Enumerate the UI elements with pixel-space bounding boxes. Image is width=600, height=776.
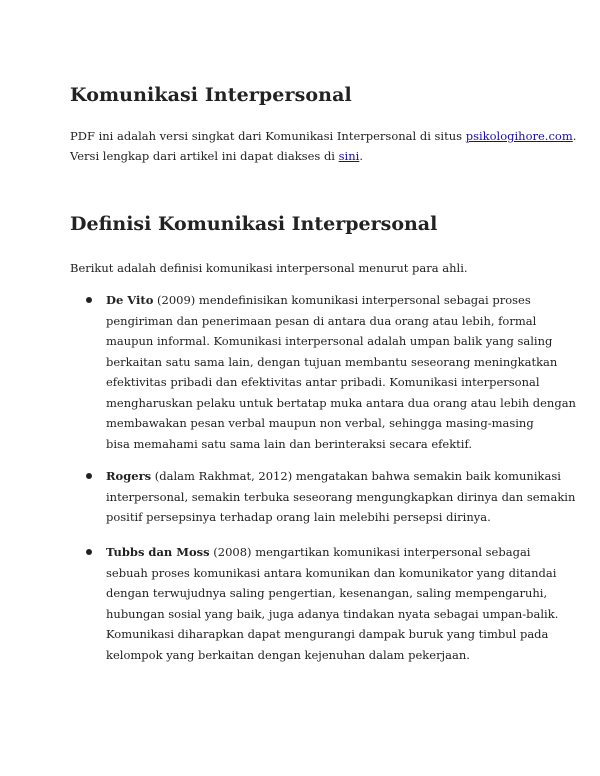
bullet-icon bbox=[86, 473, 92, 479]
bullet-icon bbox=[86, 549, 92, 555]
section-lead: Berikut adalah definisi komunikasi interpersonal menurut para ahli. bbox=[70, 261, 468, 275]
author-name: Tubbs dan Moss bbox=[106, 545, 210, 559]
item-line: dengan terwujudnya saling pengertian, kesenangan, saling mempengaruhi, bbox=[106, 586, 548, 600]
item-line: membawakan pesan verbal maupun non verbal, sehingga masing-masing bbox=[106, 416, 534, 430]
intro-end-1: . bbox=[572, 129, 577, 143]
item-line: bisa memahami satu sama lain dan berinteraksi secara efektif. bbox=[106, 436, 472, 451]
page-title: Komunikasi Interpersonal bbox=[70, 84, 352, 106]
list-item-tubbs-moss bbox=[106, 542, 559, 665]
intro-text-1: PDF ini adalah versi singkat dari Komunikasi Interpersonal di situs bbox=[70, 129, 466, 143]
intro-line-1 bbox=[70, 126, 577, 146]
item-line: kelompok yang berkaitan dengan kejenuhan dalam pekerjaan. bbox=[106, 647, 470, 662]
author-name: Rogers bbox=[106, 469, 152, 483]
item-line: interpersonal, semakin terbuka seseorang mengungkapkan dirinya dan semakin bbox=[106, 489, 576, 504]
item-line: efektivitas pribadi dan efektivitas antar pribadi. Komunikasi interpersonal bbox=[106, 375, 540, 389]
intro-line-2 bbox=[70, 146, 540, 166]
item-line: mengharuskan pelaku untuk bertatap muka antara dua orang atau lebih dengan bbox=[106, 395, 576, 410]
intro-paragraph bbox=[70, 126, 577, 166]
author-name: De Vito bbox=[106, 293, 154, 307]
list-item-devito bbox=[106, 290, 576, 454]
source-link[interactable]: psikologihore.com bbox=[465, 129, 573, 143]
full-article-link[interactable]: sini bbox=[338, 149, 360, 163]
item-line: sebuah proses komunikasi antara komunikan dan komunikator yang ditandai bbox=[106, 565, 557, 580]
item-line: Komunikasi diharapkan dapat mengurangi dampak buruk yang timbul pada bbox=[106, 627, 549, 641]
item-line: De Vito (2009) mendefinisikan komunikasi interpersonal sebagai proses bbox=[106, 293, 531, 307]
item-line: Rogers (dalam Rakhmat, 2012) mengatakan bahwa semakin baik komunikasi bbox=[106, 469, 561, 483]
intro-text-2: Versi lengkap dari artikel ini dapat diakses di bbox=[70, 149, 339, 163]
item-line: positif persepsinya terhadap orang lain melebihi persepsi dirinya. bbox=[106, 510, 491, 524]
bullet-icon bbox=[86, 297, 92, 303]
item-line: hubungan sosial yang baik, juga adanya tindakan nyata sebagai umpan-balik. bbox=[106, 606, 559, 621]
item-line: Tubbs dan Moss (2008) mengartikan komunikasi interpersonal sebagai bbox=[106, 545, 531, 559]
section-heading: Definisi Komunikasi Interpersonal bbox=[70, 213, 438, 235]
intro-end-2: . bbox=[359, 149, 363, 163]
list-item-rogers bbox=[106, 466, 576, 528]
item-line: pengiriman dan penerimaan pesan di antara dua orang atau lebih, formal bbox=[106, 313, 537, 328]
item-line: maupun informal. Komunikasi interpersonal adalah umpan balik yang saling bbox=[106, 334, 553, 348]
item-line: berkaitan satu sama lain, dengan tujuan membantu seseorang meningkatkan bbox=[106, 354, 558, 369]
